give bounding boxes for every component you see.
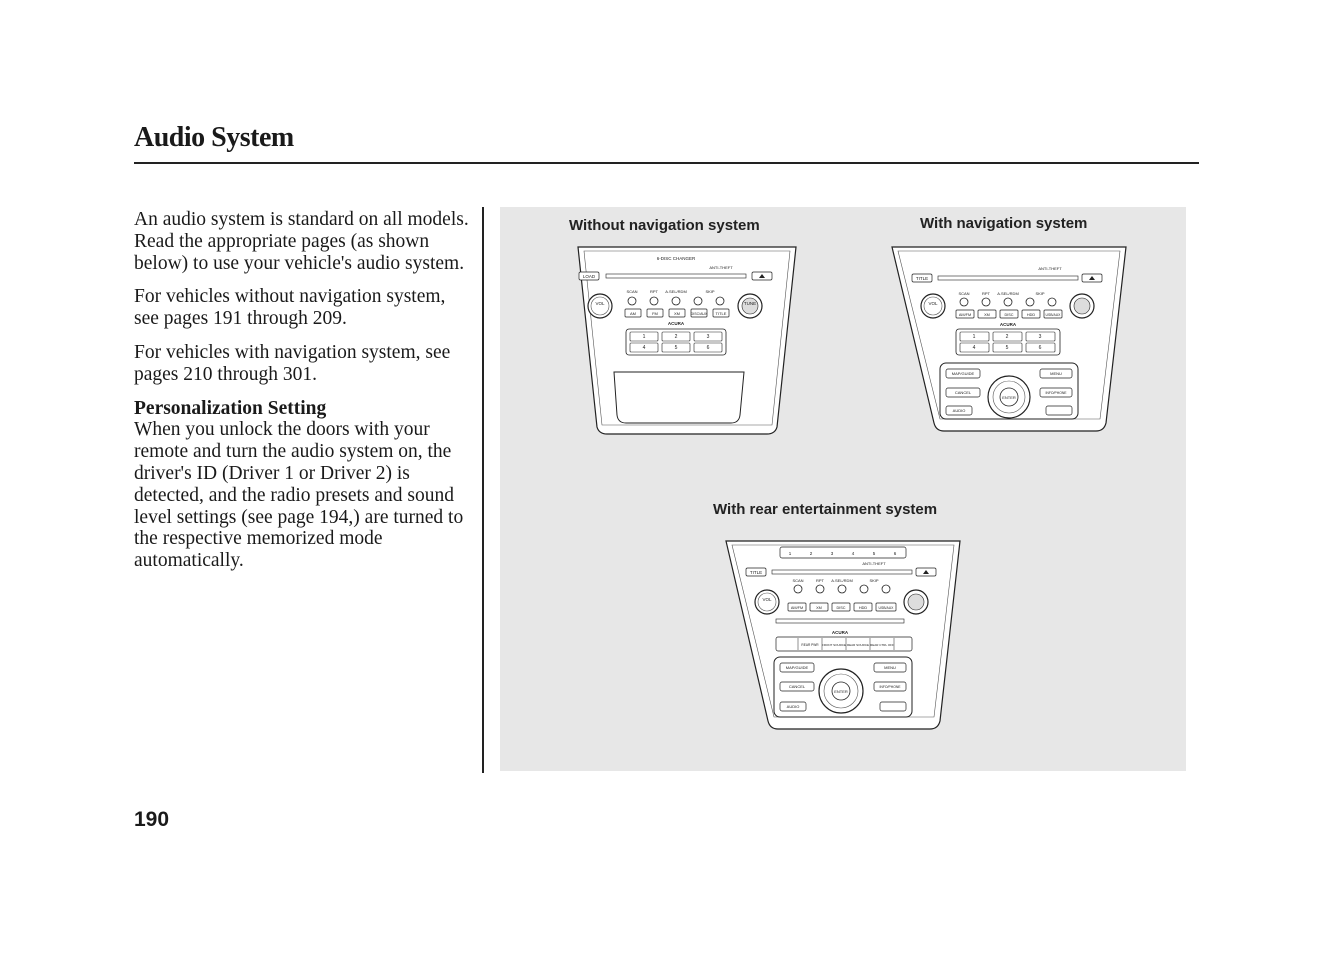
console-with-rear (724, 539, 962, 735)
preset-1: 1 (642, 334, 646, 340)
rear-vol-label: VOL (762, 597, 772, 602)
disc-slot (606, 274, 746, 278)
nav-antitheft-label: ANTI-THEFT (1038, 266, 1062, 271)
nav-rpt-label: RPT (982, 291, 990, 296)
skip-label: SKIP (705, 289, 715, 294)
am-label: AM (630, 311, 636, 316)
preset-2: 2 (674, 334, 678, 340)
nav-info-label: INFO/PHONE (1045, 391, 1067, 395)
front-source-label: FRONT SOURCE (822, 643, 846, 647)
rear-pwr-label: REAR PWR (801, 643, 819, 647)
nav-asel-label: A.SEL/RDM (997, 291, 1019, 296)
rear-preset-1: 1 (788, 551, 792, 556)
intro-paragraph: An audio system is standard on all models. Read the appropriate pages (as shown below) to use your vehicle's audio system. (134, 209, 469, 274)
preset-3: 3 (706, 334, 710, 340)
rear-preset-row (780, 547, 906, 558)
rear-preset-4: 4 (851, 551, 855, 556)
rear-skip-label: SKIP (869, 578, 879, 583)
figure-panel (500, 207, 1186, 771)
rear-enter-label: ENTER (834, 689, 848, 694)
rear-brand-label: ACURA (831, 630, 849, 635)
nav-menu-label: MENU (1050, 371, 1062, 376)
rear-preset-6: 6 (893, 551, 897, 556)
antitheft-label: ANTI-THEFT (709, 265, 733, 270)
scan-label: SCAN (626, 289, 638, 294)
nav-preset-3: 3 (1038, 334, 1042, 340)
column-divider (482, 207, 484, 773)
nav-preset-1: 1 (972, 334, 976, 340)
asel-label: A.SEL/RDM (665, 289, 687, 294)
nav-preset-6: 6 (1038, 345, 1042, 351)
rear-volume-knob (755, 590, 779, 614)
nav-map-label: MAP/GUIDE (951, 371, 975, 376)
load-label: LOAD (582, 274, 596, 279)
nav-xm-label: XM (984, 313, 990, 317)
nav-title-label: TITLE (915, 276, 929, 281)
rear-usb-label: USB/AUX (878, 606, 894, 610)
rear-hdd-label: HDD (858, 606, 868, 610)
personalization-heading: Personalization Setting (134, 397, 327, 419)
nav-vol-label: VOL (928, 301, 938, 306)
nav-scan-label: SCAN (958, 291, 970, 296)
rear-preset-2: 2 (809, 551, 813, 556)
rear-menu-label: MENU (884, 665, 896, 670)
with-nav-paragraph: For vehicles with navigation system, see pages 210 through 301. (134, 341, 451, 385)
rear-preset-3: 3 (830, 551, 834, 556)
console-without-nav (576, 245, 798, 437)
rpt-label: RPT (650, 289, 658, 294)
rear-info-label: INFO/PHONE (879, 685, 901, 689)
changer-label: 6-DISC CHANGER (656, 256, 696, 261)
nav-cancel-label: CANCEL (954, 390, 972, 395)
nav-volume-knob (921, 294, 945, 318)
disc-aux-label: DISC/AUX (690, 312, 708, 316)
rear-cancel-label: CANCEL (788, 684, 806, 689)
vol-label: VOL (595, 301, 605, 306)
nav-brand-label: ACURA (999, 322, 1017, 327)
nav-hdd-label: HDD (1026, 313, 1036, 317)
rear-title-label: TITLE (749, 570, 763, 575)
personalization-paragraph: When you unlock the doors with your remote and turn the audio system on, the driver's ID (Driver 1 or Driver 2) is detected, and the radio presets and sound level settings (see page 194,) are turned to the respective memorized mode automatically. (134, 419, 464, 572)
rear-amfm-label: AM/FM (790, 606, 804, 610)
xm-label: XM (674, 311, 680, 316)
volume-knob (588, 294, 612, 318)
title-label: TITLE (715, 311, 727, 316)
nav-disc-label: DISC (1004, 313, 1014, 317)
console-with-nav (890, 245, 1128, 437)
rear-ctrl-label: REAR CTRL OFF (870, 643, 894, 647)
nav-enter-label: ENTER (1002, 395, 1016, 400)
storage-pocket (614, 372, 744, 423)
without-nav-paragraph: For vehicles without navigation system, see pages 191 through 209. (134, 286, 446, 330)
nav-usb-label: USB/AUX (1045, 313, 1061, 317)
preset-4: 4 (642, 345, 646, 351)
rear-source-label: REAR SOURCE (846, 643, 870, 647)
rear-dvd-slot (776, 619, 904, 623)
brand-label: ACURA (667, 321, 685, 326)
rear-rpt-label: RPT (816, 578, 824, 583)
rear-scan-label: SCAN (792, 578, 804, 583)
rear-asel-label: A.SEL/RDM (831, 578, 853, 583)
nav-amfm-label: AM/FM (958, 313, 972, 317)
caption-with-rear: With rear entertainment system (713, 501, 938, 518)
rear-xm-label: XM (816, 606, 822, 610)
page-title: Audio System (134, 122, 294, 153)
title-rule (134, 162, 1199, 164)
page-number: 190 (134, 808, 170, 831)
fm-label: FM (652, 311, 658, 316)
nav-skip-label: SKIP (1035, 291, 1045, 296)
preset-5: 5 (674, 345, 678, 351)
rear-audio-label: AUDIO (786, 704, 800, 709)
nav-preset-2: 2 (1005, 334, 1009, 340)
tune-label: TUNE (743, 301, 757, 306)
caption-with-nav: With navigation system (920, 215, 1088, 232)
caption-without-nav: Without navigation system (569, 217, 760, 234)
preset-6: 6 (706, 345, 710, 351)
body-text (134, 209, 474, 584)
nav-preset-4: 4 (972, 345, 976, 351)
rear-map-label: MAP/GUIDE (785, 665, 809, 670)
nav-preset-5: 5 (1005, 345, 1009, 351)
rear-antitheft-label: ANTI-THEFT (862, 561, 886, 566)
nav-audio-label: AUDIO (952, 408, 966, 413)
rear-preset-5: 5 (872, 551, 876, 556)
rear-disc-label: DISC (836, 606, 846, 610)
